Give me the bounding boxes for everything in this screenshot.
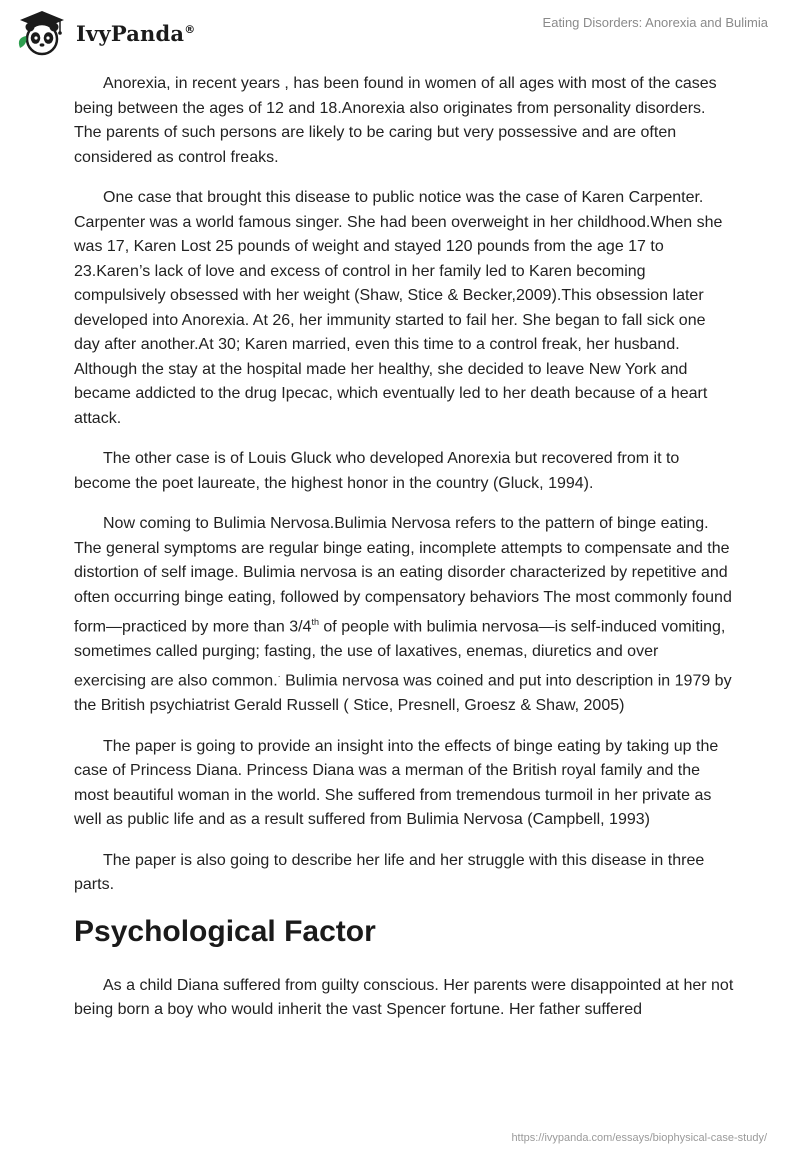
brand-name: IvyPanda® [76,20,196,46]
paragraph-bulimia-nervosa: Now coming to Bulimia Nervosa.Bulimia Nervosa refers to the pattern of binge eating. The general symptoms are regular binge eating, incomplete attempts to compensate and the distortion of self image. Bulimia nervosa is an eating disorder characterized by repetitive and often occurring binge eating, followed by compensatory behaviors The most commonly found form—practiced by more than 3/4th of people with bulimia nervosa—is self-induced vomiting, sometimes called purging; fasting, the use of laxatives, enemas, diuretics and over exercising are also common.· Bulimia nervosa was coined and put into description in 1979 by the British psychiatrist Gerald Russell ( Stice, Presnell, Groesz & Shaw, 2005) [74,515,732,715]
brand-logo[interactable] [14,8,195,58]
paragraph-louis-gluck: The other case is of Louis Gluck who developed Anorexia but recovered from it to become the poet laureate, the highest honor in the country (Gluck, 1994). [74,450,680,492]
panda-graduate-icon [14,8,70,58]
page-header [0,0,800,70]
section-heading: Psychological Factor [74,914,376,948]
source-url[interactable]: https://ivypanda.com/essays/biophysical-case-study/ [511,1132,767,1144]
article-body [74,72,734,1039]
paragraph-three-parts: The paper is also going to describe her life and her struggle with this disease in three parts. [74,851,705,894]
paragraph-anorexia-age: Anorexia, in recent years , has been found in women of all ages with most of the cases being between the ages of 12 and 18.Anorexia also originates from personality disorders. The parents of such persons are likely to be caring but very possessive and are often considered as control freaks. [74,75,717,166]
paragraph-karen-carpenter: One case that brought this disease to public notice was the case of Karen Carpenter. Carpenter was a world famous singer. She had been overweight in her childhood.When she was 17, Karen Lost 25 pounds of weight and stayed 120 pounds from the age 17 to 23.Karen’s lack of love and excess of control in her family led to Karen becoming compulsively obsessed with her weight (Shaw, Stice & Becker,2009).This obsession later developed into Anorexia. At 26, her immunity started to fail her. She began to fall sick one day after another.At 30; Karen married, even this time to a control freak, her husband. Although the stay at the hospital made her healthy, she decided to leave New York and became addicted to the drug Ipecac, which eventually led to her death because of a heart attack. [74,189,723,427]
paragraph-psychological: As a child Diana suffered from guilty conscious. Her parents were disappointed at her not being born a boy who would inherit the vast Spencer fortune. Her father suffered [74,976,734,1019]
paragraph-princess-diana: The paper is going to provide an insight into the effects of binge eating by taking up the case of Princess Diana. Princess Diana was a merman of the British royal family and the most beautiful woman in the world. She suffered from tremendous turmoil in her private as well as public life and as a result suffered from Bulimia Nervosa (Campbell, 1993) [74,737,719,829]
document-title: Eating Disorders: Anorexia and Bulimia [542,15,768,30]
